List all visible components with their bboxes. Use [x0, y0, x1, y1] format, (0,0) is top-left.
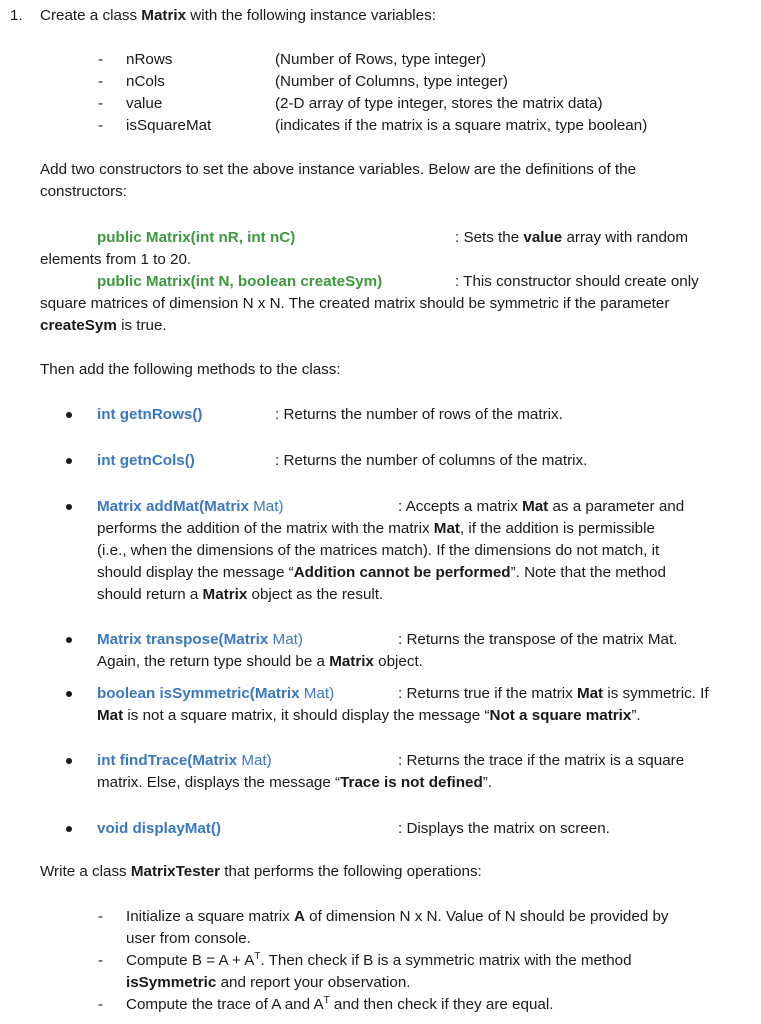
method-getncols-signature: int getnCols(): [97, 452, 195, 469]
desc-text: object as the result.: [247, 586, 384, 603]
variable-desc: (2-D array of type integer, stores the matrix data): [275, 95, 603, 112]
param-bold: createSym: [40, 317, 117, 334]
class-name: MatrixTester: [130, 863, 221, 880]
desc-bold: Mat: [522, 498, 549, 515]
variable-name: nCols: [126, 73, 165, 90]
op3-line1: [126, 994, 553, 1016]
constructor2-cont2: [40, 315, 167, 337]
bullet: [66, 758, 72, 764]
desc-text: ”.: [482, 774, 493, 791]
sig-bold: Matrix transpose(Matrix: [97, 631, 273, 648]
constructor2-signature: public Matrix(int N, boolean createSym): [97, 273, 383, 290]
desc-bold: Matrix: [329, 653, 374, 670]
method-addmat-line5: [97, 584, 383, 606]
sig-param: Mat): [272, 631, 303, 648]
op1-line1: [126, 906, 669, 928]
desc-text: , if the addition is permissible: [459, 520, 655, 537]
variable-name: nRows: [126, 51, 173, 68]
method-addmat-line3: (i.e., when the dimensions of the matrices match). If the dimensions do not match, it: [97, 542, 660, 559]
superscript: T: [323, 994, 330, 1006]
desc-text: . Then check if B is a symmetric matrix with the method: [260, 952, 632, 969]
sig-param: Mat): [241, 752, 272, 769]
methods-intro: Then add the following methods to the class:: [40, 361, 341, 378]
desc-text: : Accepts a matrix: [398, 498, 523, 515]
desc-text: ”. Note that the method: [510, 564, 666, 581]
desc-text: : Sets the: [455, 229, 524, 246]
desc-text: and report your observation.: [216, 974, 411, 991]
desc-text: is true.: [116, 317, 167, 334]
bullet: [66, 691, 72, 697]
desc-text: matrix. Else, displays the message “: [97, 774, 341, 791]
method-addmat-signature: [97, 496, 284, 518]
desc-text: : Returns true if the matrix: [398, 685, 577, 702]
sig-bold: Matrix addMat(Matrix: [97, 498, 254, 515]
method-addmat-line2: [97, 518, 655, 540]
header-post: with the following instance variables:: [186, 7, 436, 24]
message-bold: Trace is not defined: [340, 774, 483, 791]
method-displaymat-desc: : Displays the matrix on screen.: [398, 820, 610, 837]
constructor1-signature: public Matrix(int nR, int nC): [97, 229, 296, 246]
dash-bullet: -: [98, 51, 104, 68]
superscript: T: [254, 950, 261, 962]
desc-bold: Mat: [576, 685, 604, 702]
desc-text: array with random: [562, 229, 688, 246]
method-issymmetric-line2: [97, 705, 641, 727]
method-transpose-signature: [97, 629, 303, 651]
dash-bullet: -: [98, 952, 104, 969]
op2-line1: [126, 950, 632, 972]
sig-bold: boolean isSymmetric(Matrix: [97, 685, 304, 702]
desc-text: Compute the trace of A and A: [126, 996, 324, 1013]
method-findtrace-signature: [97, 750, 272, 772]
method-transpose-desc: : Returns the transpose of the matrix Mat.: [398, 631, 678, 648]
method-getnrows-desc: : Returns the number of rows of the matrix.: [275, 406, 563, 423]
method-findtrace-line2: [97, 772, 492, 794]
desc-text: object.: [373, 653, 423, 670]
desc-text: and then check if they are equal.: [329, 996, 554, 1013]
desc-text: performs the addition of the matrix with the matrix: [97, 520, 434, 537]
method-issymmetric-desc: [398, 683, 709, 705]
variable-desc: (indicates if the matrix is a square matrix, type boolean): [275, 117, 648, 134]
bullet: [66, 826, 72, 832]
bullet: [66, 504, 72, 510]
method-findtrace-desc: : Returns the trace if the matrix is a square: [398, 752, 685, 769]
question-header: [40, 5, 436, 27]
question-number: 1.: [10, 7, 23, 24]
constructor1-desc: [455, 227, 688, 249]
desc-bold: A: [293, 908, 305, 925]
header-pre: Create a class: [40, 7, 142, 24]
bullet: [66, 458, 72, 464]
sig-param: Mat): [303, 685, 335, 702]
desc-text: that performs the following operations:: [220, 863, 482, 880]
desc-bold: isSymmetric: [126, 974, 217, 991]
dash-bullet: -: [98, 908, 104, 925]
desc-bold: Mat: [433, 520, 460, 537]
op1-line2: user from console.: [126, 930, 251, 947]
desc-text: Initialize a square matrix: [126, 908, 294, 925]
variable-desc: (Number of Columns, type integer): [275, 73, 508, 90]
desc-bold: Matrix: [202, 586, 248, 603]
constructors-intro-line1: Add two constructors to set the above instance variables. Below are the definitions of the: [40, 161, 637, 178]
desc-text: of dimension N x N. Value of N should be provided by: [304, 908, 669, 925]
variable-name: value: [126, 95, 163, 112]
desc-text: is symmetric. If: [603, 685, 709, 702]
method-addmat-desc: [398, 496, 684, 518]
class-name: Matrix: [141, 7, 187, 24]
method-issymmetric-signature: [97, 683, 334, 705]
constructor2-cont1: square matrices of dimension N x N. The created matrix should be symmetric if the parameter: [40, 295, 670, 312]
desc-text: Write a class: [40, 863, 131, 880]
desc-text: Again, the return type should be a: [97, 653, 330, 670]
constructor1-cont: elements from 1 to 20.: [40, 251, 192, 268]
op2-line2: [126, 972, 411, 994]
desc-bold: Mat: [97, 707, 124, 724]
dash-bullet: -: [98, 95, 104, 112]
dash-bullet: -: [98, 73, 104, 90]
method-transpose-line2: [97, 651, 423, 673]
desc-text: Compute B = A + A: [126, 952, 255, 969]
dash-bullet: -: [98, 996, 104, 1013]
bullet: [66, 637, 72, 643]
desc-text: as a parameter and: [548, 498, 685, 515]
desc-text: ”.: [631, 707, 641, 724]
desc-text: is not a square matrix, it should display the message “: [123, 707, 490, 724]
variable-desc: (Number of Rows, type integer): [275, 51, 487, 68]
method-getnrows-signature: int getnRows(): [97, 406, 203, 423]
dash-bullet: -: [98, 117, 104, 134]
desc-bold: value: [523, 229, 563, 246]
method-addmat-line4: [97, 562, 666, 584]
sig-bold: int findTrace(Matrix: [97, 752, 242, 769]
bullet: [66, 412, 72, 418]
method-getncols-desc: : Returns the number of columns of the matrix.: [275, 452, 588, 469]
constructors-intro-line2: constructors:: [40, 183, 127, 200]
tester-intro: [40, 861, 482, 883]
desc-text: should return a: [97, 586, 203, 603]
desc-text: should display the message “: [97, 564, 294, 581]
method-displaymat-signature: void displayMat(): [97, 820, 222, 837]
constructor2-desc: : This constructor should create only: [455, 273, 699, 290]
message-bold: Addition cannot be performed: [293, 564, 511, 581]
sig-param: Mat): [253, 498, 284, 515]
variable-name: isSquareMat: [126, 117, 212, 134]
message-bold: Not a square matrix: [489, 707, 632, 724]
